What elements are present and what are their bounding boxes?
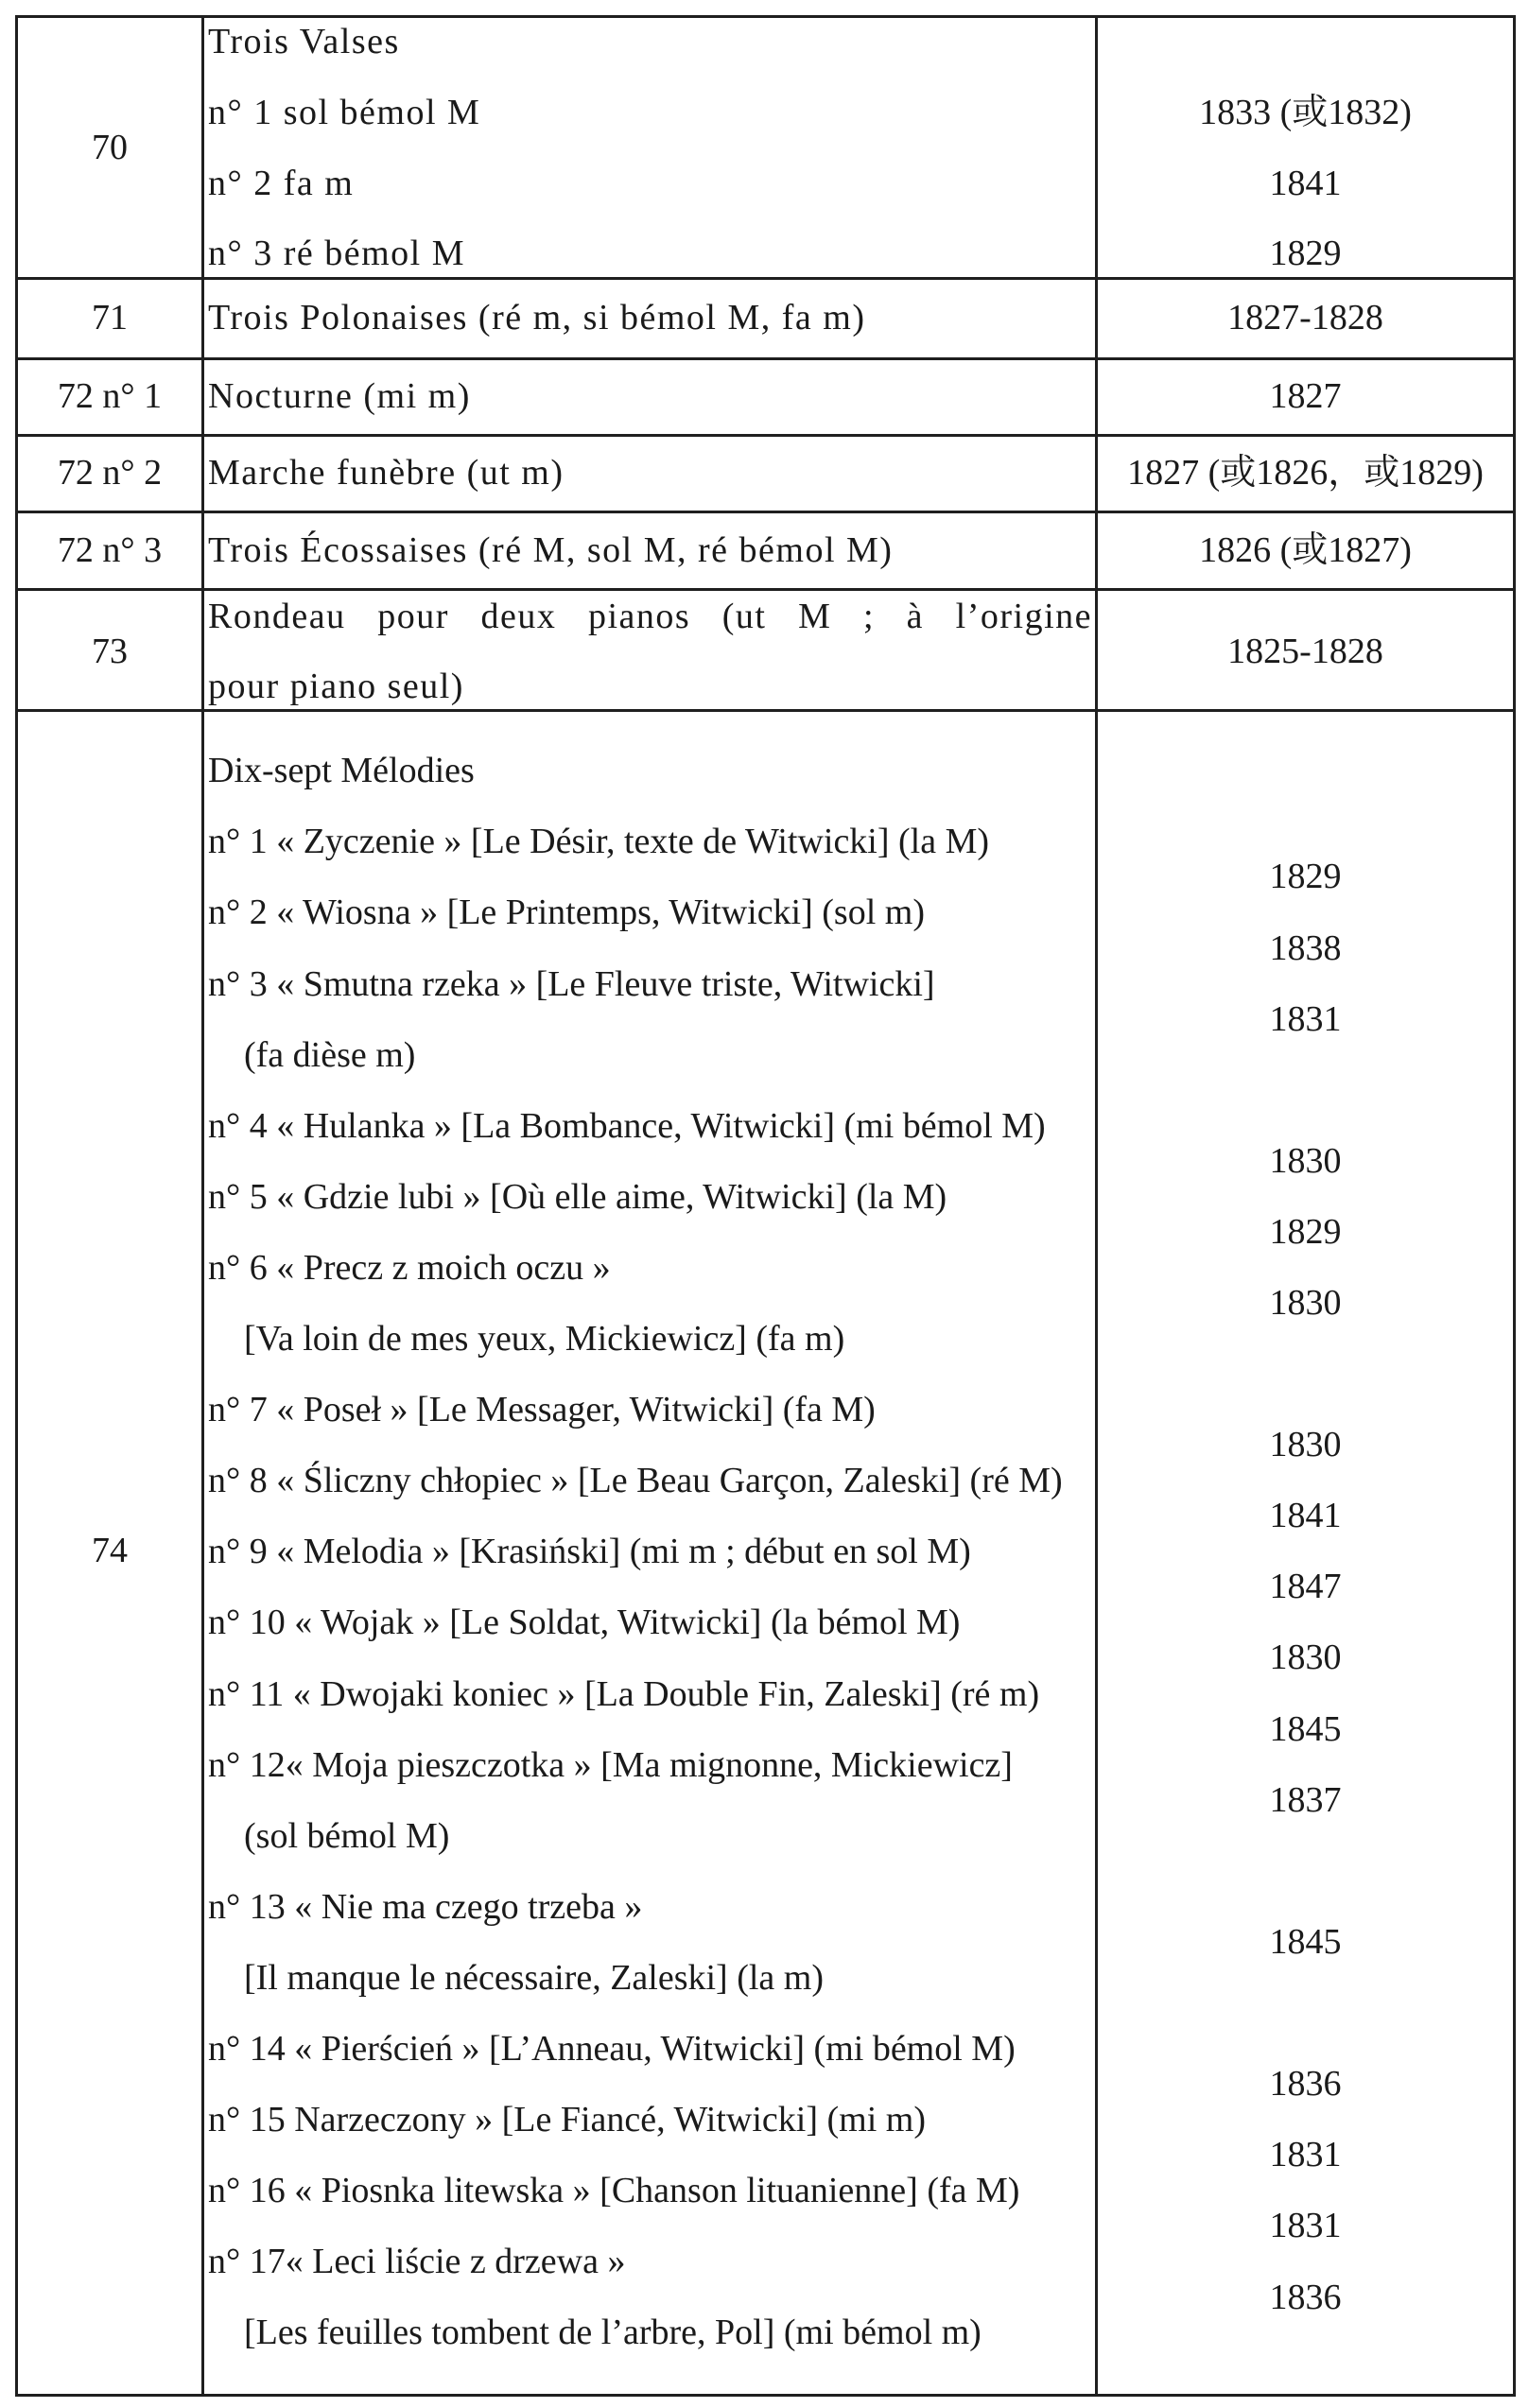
composition-date: 1836	[1269, 2064, 1342, 2104]
table-border-right	[1513, 15, 1516, 2397]
column-divider	[201, 15, 204, 2397]
song-item: n° 14 « Pierścień » [L’Anneau, Witwicki] (mi bémol M)	[208, 2029, 1016, 2069]
opus-number: 74	[92, 1531, 128, 1570]
composition-date: 1830	[1269, 1141, 1342, 1181]
composition-date: 1837	[1269, 1780, 1342, 1820]
table-border-bottom	[15, 2394, 1516, 2397]
composition-date: 1845	[1269, 1922, 1342, 1962]
song-item: n° 13 « Nie ma czego trzeba »	[208, 1887, 643, 1927]
song-item: n° 2 « Wiosna » [Le Printemps, Witwicki] (sol m)	[208, 892, 925, 932]
work-title-continued: pour piano seul)	[208, 667, 464, 706]
opus-number: 73	[92, 632, 128, 671]
composition-date: 1833 (或1832)	[1199, 93, 1412, 132]
song-item: n° 3 « Smutna rzeka » [Le Fleuve triste, Witwicki]	[208, 964, 935, 1004]
song-item-continued: [Les feuilles tombent de l’arbre, Pol] (mi bémol m)	[244, 2313, 982, 2352]
composition-date: 1827 (或1826，或1829)	[1127, 453, 1484, 493]
composition-date: 1825-1828	[1227, 632, 1383, 671]
work-title: Trois Écossaises (ré M, sol M, ré bémol M)	[208, 530, 894, 570]
work-title: Rondeau pour deux pianos (ut M ; à l’origine	[208, 597, 1092, 636]
composition-date: 1827	[1269, 376, 1342, 416]
composition-date: 1830	[1269, 1425, 1342, 1464]
composition-date: 1830	[1269, 1637, 1342, 1677]
opus-number: 72 n° 1	[57, 376, 163, 416]
composition-date: 1847	[1269, 1567, 1342, 1606]
composition-date: 1841	[1269, 1496, 1342, 1535]
song-item: n° 7 « Poseł » [Le Messager, Witwicki] (fa M)	[208, 1390, 876, 1429]
song-item: n° 9 « Melodia » [Krasiński] (mi m ; début en sol M)	[208, 1532, 971, 1571]
song-item: n° 5 « Gdzie lubi » [Où elle aime, Witwicki] (la M)	[208, 1177, 947, 1217]
song-item: n° 8 « Śliczny chłopiec » [Le Beau Garçon, Zaleski] (ré M)	[208, 1461, 1063, 1500]
song-item: n° 17« Leci liście z drzewa »	[208, 2242, 626, 2281]
composition-date: 1845	[1269, 1709, 1342, 1749]
composition-date: 1836	[1269, 2278, 1342, 2317]
song-item: n° 16 « Piosnka litewska » [Chanson lituanienne] (fa M)	[208, 2171, 1020, 2210]
work-title: Marche funèbre (ut m)	[208, 453, 565, 493]
composition-date: 1841	[1269, 164, 1342, 203]
song-item-continued: [Il manque le nécessaire, Zaleski] (la m)	[244, 1958, 824, 1998]
song-item: n° 15 Narzeczony » [Le Fiancé, Witwicki] (mi m)	[208, 2100, 926, 2139]
opus-number: 70	[92, 128, 128, 167]
work-title: Nocturne (mi m)	[208, 376, 471, 416]
opus-number: 72 n° 3	[57, 530, 163, 570]
song-item: n° 10 « Wojak » [Le Soldat, Witwicki] (la bémol M)	[208, 1602, 961, 1642]
composition-date: 1831	[1269, 999, 1342, 1039]
opus-number: 72 n° 2	[57, 453, 163, 493]
song-item-continued: [Va loin de mes yeux, Mickiewicz] (fa m)	[244, 1319, 845, 1359]
song-item-continued: (sol bémol M)	[244, 1816, 450, 1856]
song-item: n° 4 « Hulanka » [La Bombance, Witwicki] (mi bémol M)	[208, 1106, 1046, 1146]
composition-date: 1838	[1269, 928, 1342, 968]
work-title: Trois Polonaises (ré m, si bémol M, fa m)	[208, 298, 866, 338]
composition-date: 1831	[1269, 2135, 1342, 2174]
song-item: n° 1 « Zyczenie » [Le Désir, texte de Witwicki] (la M)	[208, 822, 990, 861]
composition-date: 1829	[1269, 857, 1342, 896]
work-title: Dix-sept Mélodies	[208, 751, 475, 790]
work-item: n° 1 sol bémol M	[208, 93, 481, 132]
composition-date: 1829	[1269, 234, 1342, 273]
work-item: n° 2 fa m	[208, 164, 355, 203]
opus-number: 71	[92, 298, 128, 338]
composition-date: 1826 (或1827)	[1199, 530, 1412, 570]
song-item: n° 11 « Dwojaki koniec » [La Double Fin, Zaleski] (ré m)	[208, 1674, 1040, 1714]
composition-date: 1829	[1269, 1212, 1342, 1252]
work-title: Trois Valses	[208, 22, 400, 61]
song-item-continued: (fa dièse m)	[244, 1035, 416, 1075]
composition-date: 1831	[1269, 2206, 1342, 2245]
composition-date: 1830	[1269, 1283, 1342, 1323]
composition-date: 1827-1828	[1227, 298, 1383, 338]
song-item: n° 6 « Precz z moich oczu »	[208, 1248, 611, 1288]
row-divider	[15, 511, 1516, 513]
song-item: n° 12« Moja pieszczotka » [Ma mignonne, Mickiewicz]	[208, 1745, 1013, 1785]
work-item: n° 3 ré bémol M	[208, 234, 465, 273]
